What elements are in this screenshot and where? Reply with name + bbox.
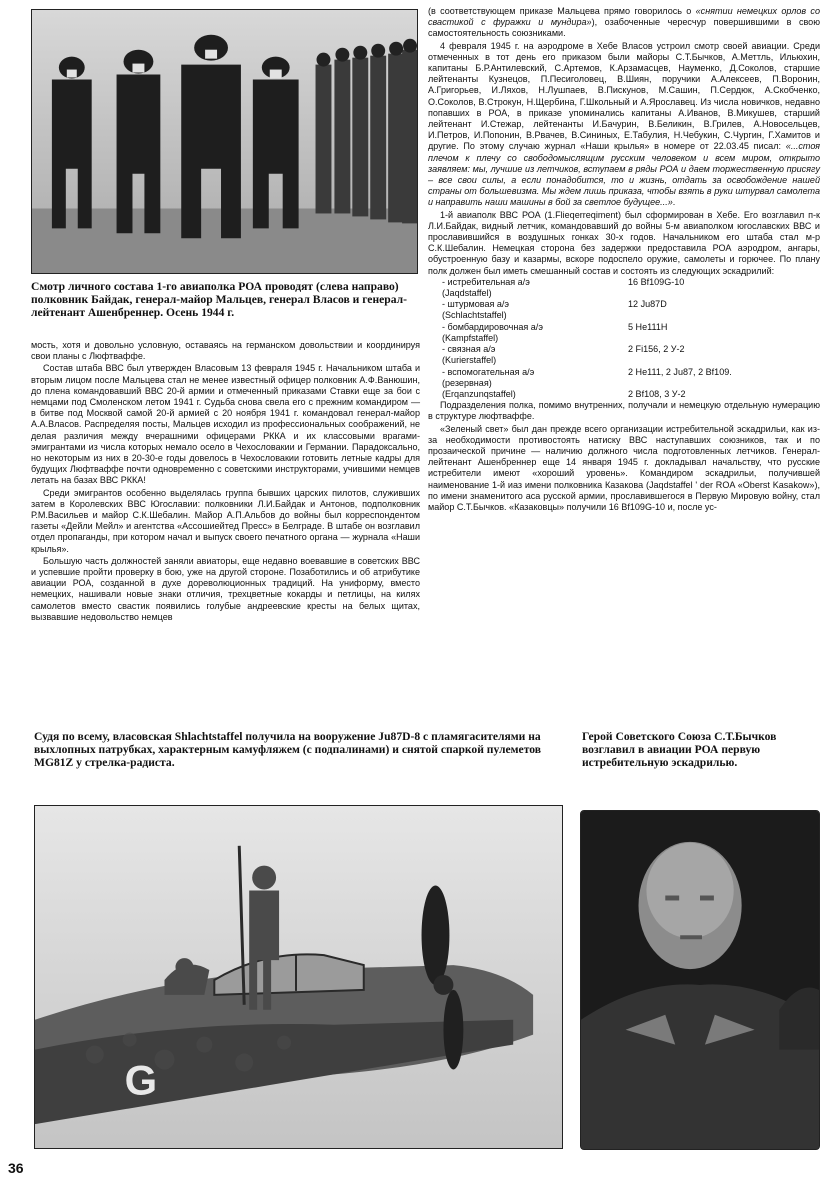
squadron-name: (Jaqdstaffel)	[442, 288, 492, 299]
top-photo-caption: Смотр личного состава 1-го авиаполка РОА проводят (слева направо) полковник Байдак, генерал-майор Мальцев, генерал Власов и генерал-лейтенант Ашенбреннер. Осень 1944 г.	[31, 280, 407, 320]
squadron-aircraft: 5 He111H	[628, 321, 668, 332]
right-paragraph: Подразделения полка, помимо внутренних, получали и немецкую отдельную нумерацию в структуре люфтваффе.	[428, 400, 820, 422]
ju87-photo	[34, 805, 563, 1149]
squadron-name: - связная а/э	[442, 344, 496, 355]
squadron-aircraft	[628, 310, 820, 321]
squadron-name: (Erqanzunqstaffel)	[442, 388, 516, 399]
squadron-aircraft: 16 Bf109G-10	[628, 276, 685, 287]
para2-quote: «...стоя плечом к плечу со свободомыслящим русским человеком и всем миром, открыто заявляем: мы, лучшие из летчиков, вступаем в ряды РОА и даем торжественную присягу – все свои силы, а если понадобится, то и жизнь, отдать за освобождение нашей страны от большевизма. Мы ждем лишь приказа, чтобы взять в руки штурвал самолета и направить наши машины в бой за светлое будущее...»	[428, 141, 820, 208]
squadron-aircraft	[628, 288, 820, 299]
left-paragraph: Состав штаба ВВС был утвержден Власовым 13 февраля 1945 г. Начальником штаба и вторым лицом после Мальцева стал не менее известный офицер полковник А.Ф.Ванюшин, до плена командовавший ВВС 20-й армии и отмеченный приказами Ставки еще за бои с немцами под Смоленском летом 1941 г. Судьба снова свела его с прежним командиром — в битве под Москвой самой 20-й армией с 20 ноября 1941 г. командовал генерал-майор А.А.Власов. Распределяя посты, Мальцев исходил из профессиональных соображений, не делая различия между вчерашними офицерами РККА и их классовыми врагами-эмигрантами из числа которых немало осело в Чехословакии и Германии. Парадоксально, но некоторым из них в 20-30-е годы довелось в Чехословакии готовить летные кадры для будущих Люфтваффе почти одновременно с советскими инструкторами, учившими немцев летать на базах ВВС РККА!	[31, 363, 420, 486]
right-text-column	[428, 6, 820, 513]
squadron-aircraft	[628, 355, 820, 366]
page-number: 36	[8, 1160, 24, 1176]
right-paragraph: «Зеленый свет» был дан прежде всего организации истребительной эскадрильи, как из-за необходимости противостоять натиску ВВС наступавших союзников, так и по прозаической причине — наличию должного числа подготовленных летчиков. Генерал-лейтенант Ашенбреннер еще 14 января 1945 г. докладывал начальству, что русские истребители имеют «хороший уровень». Командиром эскадрильи, получившей наименование 1-й иаз имени полковника Казакова (Jaqdstaffel ' der ROA «Oberst Kasakow»), по имени знаменитого аса русской армии, прославившегося в Первую Мировую войну, стал майор С.Т.Бычков. «Казаковцы» получили 16 Bf109G-10 и, после ус-	[428, 423, 820, 512]
inspection-photo	[31, 9, 418, 274]
squadron-aircraft: 2 Fi156, 2 У-2	[628, 344, 685, 355]
left-paragraph: мость, хотя и довольно условную, оставаясь на германском довольствии и координируя свои планы с Люфтваффе.	[31, 340, 420, 362]
left-paragraph: Среди эмигрантов особенно выделялась группа бывших царских пилотов, служивших затем в Королевских ВВС Югославии: полковники Л.И.Байдак и Антонов, подполковник Р.М.Васильев и майор С.К.Шебалин. Майор А.П.Альбов до войны был корреспондентом газеты «Дейли Мейл» и агентства «Ассошиейтед Пресс» в Белграде. В штабе он возглавил отдел пропаганды, при котором начал и выпуск своего печатного органа — журнала «Наши крылья».	[31, 487, 420, 554]
squadron-aircraft: 2 Bf108, 3 У-2	[628, 388, 686, 399]
bychkov-portrait-photo	[580, 810, 820, 1150]
para2-end: .	[672, 197, 676, 208]
right-paragraph-intro	[428, 6, 820, 40]
squadron-name: (резервная)	[442, 377, 492, 388]
squadron-aircraft: 12 Ju87D	[628, 299, 667, 310]
squadron-aircraft: 2 He111, 2 Ju87, 2 Bf109.	[628, 366, 732, 377]
plane-marking: G	[124, 1056, 158, 1104]
left-paragraph: Большую часть должностей заняли авиаторы, еще недавно воевавшие в советских ВВС и успевшие пройти проверку в бою, уже на другой стороне. Позаботились и об атрибутике авиации РОА, созданной в духе дореволюционных традиций. На униформу, вместо немецких, нашивали новые знаки отличия, трехцветные кокарды и петлицы, на килях самолетов вместо свастик появились голубые андреевские кресты на белых щитах, вызвавшие недовольство немцев	[31, 555, 420, 622]
squadron-aircraft	[628, 333, 820, 344]
right-paragraph: 1-й авиаполк ВВС РОА (1.Flieqerreqiment) был сформирован в Хебе. Его возглавил п-к Л.И.Байдак, видный летчик, командовавший до войны 5-м авиаполком югославских ВВС и прославившийся в воздушных гонках 30-х годов. Начальником его штаба стал м-р С.К.Шебалин. Немецкая сторона без задержки предоставила РОА аэродром, ангары, обустроенную базу и казармы, вскоре подоспело оружие, самолеты и горючее. По плану полк должен был иметь смешанный состав и состоять из следующих эскадрилий:	[428, 209, 820, 276]
para2-text: 4 февраля 1945 г. на аэродроме в Хебе Власов устроил смотр своей авиации. Среди отмеченных в тот день его приказом были майоры С.Т.Бычков, А.Меттль, Ильюхин, капитаны Б.Р.Антилевский, С.Артемов, К.Арзамасцев, Науменко, Д.Соколов, старшие лейтенанты Кузнецов, П.Песиголовец, В.Шиян, поручики А.Алексеев, П.Воронин, А.Григорьев, И.Ляхов, Н.Лушпаев, В.Пискунов, М.Сашин, П.Сердюк, А.Скобченко, О.Соколов, В.Строкун, Н.Щербина, Г.Школьный и А.Ярославец. Из числа новичков, недавно попавших в РОА, в приказе упоминались капитаны А.Иванов, В.Микушев, старший лейтенант И.Стежар, лейтенанты И.Бачурин, В.Беликин, В.Грилев, А.Новосельцев, И.Петров, И.Попонин, В.Рвачев, В.Сининых, Е.Табулия, Н.Чебукин, С.Чургин, Г.Хамитов и другие. По этому случаю журнал «Наши крылья» в номере от 22.03.45 писал:	[428, 40, 820, 152]
intro-quote: «снятии немецких орлов со свастикой с фуражки и мундира»	[428, 6, 820, 28]
squadron-name: - бомбардировочная а/э	[442, 321, 543, 332]
intro-text: (в соответствующем приказе Мальцева прямо говорилось о	[428, 6, 696, 16]
squadron-name: (Schlachtstaffel)	[442, 310, 507, 321]
right-paragraph	[428, 41, 820, 209]
squadron-name: (Kurierstaffel)	[442, 355, 497, 366]
left-text-column	[31, 340, 420, 623]
squadron-aircraft	[628, 378, 820, 389]
squadron-name: - вспомогательная а/э	[442, 366, 535, 377]
portrait-photo-caption: Герой Советского Союза С.Т.Бычков возглавил в авиации РОА первую истребительную эскадрилью.	[582, 730, 777, 770]
squadron-name: - истребительная а/э	[442, 276, 530, 287]
squadron-table	[428, 277, 820, 400]
intro-rest: ), озабоченные чересчур повершившими в свою самостоятельность союзниками.	[428, 17, 820, 39]
plane-photo-caption: Судя по всему, власовская Shlachtstaffel получила на вооружение Ju87D-8 с пламягасителями на выхлопных патрубках, характерным камуфляжем (с подпалинами) и снятой спаркой пулеметов MG81Z у стрелка-радиста.	[34, 730, 542, 770]
squadron-name: (Kampfstaffel)	[442, 332, 499, 343]
squadron-name: - штурмовая а/э	[442, 299, 510, 310]
